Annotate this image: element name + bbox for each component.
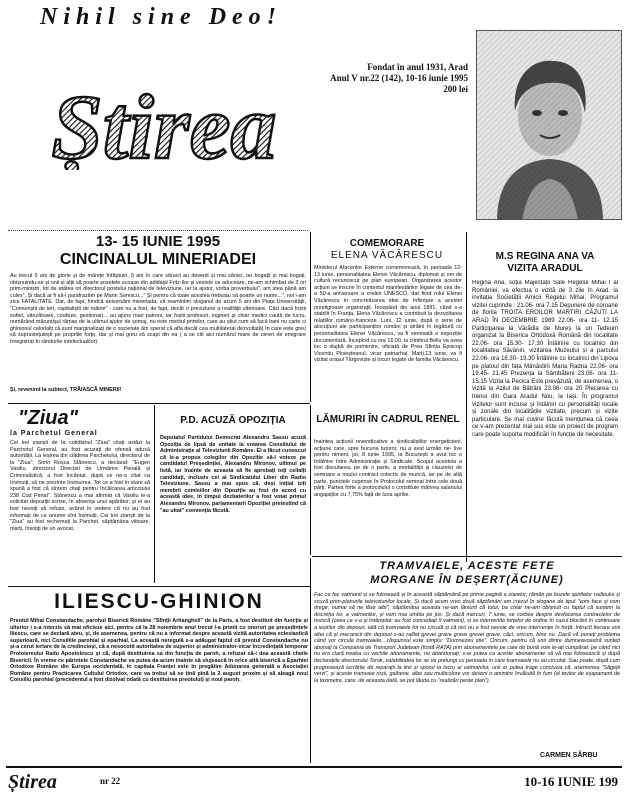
portrait-photo	[476, 30, 622, 220]
footer-rule	[6, 766, 622, 768]
footer-page: nr 22	[100, 776, 121, 786]
divider	[8, 230, 308, 231]
commemoration-title: COMEMORARE	[349, 238, 425, 249]
royal-title-2: VIZITA ARADUL	[507, 263, 583, 274]
column-divider	[310, 232, 311, 402]
divider	[8, 586, 310, 587]
column-divider	[310, 405, 311, 555]
renel-body: Înaintea acțiunii revendicative a sindicaliștilor energeticieni, acțiune care, spre bucuria tuturor, nu a avut urmări ne- live pentru nimeni, joi, 8 iunie 1995, la București a avut loc o întâlnire între Administrație și Sindicate. Scopul acesteia a fost discutarea, pe de o parte, a modalității și clauzelor de semnare a noului contract colectiv de muncă, iar pe de altă parte, punctele cuprinse în Protocolul semnat între cele două părți. Partea forte a protocolului o constituie mărirea salariului angajaților cu 7,75% față de luna aprilie.	[314, 439, 462, 498]
masthead-text: Știrea	[51, 80, 277, 170]
ziua-body: Cei trei ziariști de la cotidianul "Ziua" citați astăzi la Parchetul General, au fost acuzați de ofensă adusă autorității. La ieșirea din clădirea Parchetului, directorul de la "Ziua", Sorin Roșca Stănescu, a declarat: "Eugen Vasiliu, directorul Direcției de Urmărire Penală și Criminalistică, a fost încântat, după ce ne-a citat ca învinuiți, să ne prezinte învinuirea. Tot ce a fost în stare să spună a fost că sîntem citați pentru încălcarea articolului 238 Cod Penal". Stănescu a mai afirmat că Vasiliu le-a solicitat depoziții scrise, în absența unui apărător, și ei au fost nevoiți să refuze, având în vedere că nu au fost informați de ce anume sînt învinuiți. Cei trei ziariști de la "Ziua" au fost rechemați la Parchet, săptămâna viitoare, marți, însoțiți de un avocat.	[10, 440, 150, 532]
tram-title-1: TRAMVAIELE, ACESTE FETE	[379, 560, 555, 572]
tram-title-2: MORGANE ÎN DEȘERT(ĂCIUNE)	[370, 574, 564, 586]
lead-body: Au trecut 5 ani de glorie și de mărețe înfăptuiri, 5 ani în care săracii au devenit și mai săraci, iar bogații și mai bogați, obișnuindu-se și unii și alții să poarte șosetele scoase din adidașii Fritz-ilor și vestele ce aduceare, ne-am schimbat de 3 ori prim-miniștri, tot de atâtea ori directorul postului național de televiziune, iar la ajutor, vorba proverbului", am stea până am cules". Și dacă ar fi să-l parafrazăm pe Marin Sorescu..." Și pentru că toate acestea trebuiau să poarte un nume...", noi i-am zice FATALITATE. Dar, de fapt, fiindcă aniversăm mineriada, vă reamintim sloganul de acum 5 ani din Piața Universității, "Comuniștii de ieri, capitaliștii de mâine" - care nu a fost, de fapt, decât o previziune a realității ulterioare. Căci dacă foștii soferi, vânzătoare, coafeze, gestionari... au ajuns mari patroni, iar foștii profesori, ingineri și chiar medici caută de lucru, numărând mărunțișul rămas de la ultimul ajutor de șomaj, nu este meritul primilor, care au știut cum să facă bani nu carte ci ghinionul celorlalți că sunt marginalizați de o societate ăm sperat că afla decât cea multilateral dezvoltată) în care este greu să supraviețuiești pe propriile forțe, dar și mai greu să scapi din ea ( a se citi aici numărul mare de cereri de emigrare înregistrat în rândurile intelectualilor).	[10, 273, 306, 345]
iliescu-body: Preotul Mihai Constandache, parohul Bisericii Române "Sfinții Arhangheli" de la Paris, a fost destituit din funcție și ulterior i s-a interzis să mai oficieze aici, pentru că la 28 noiembrie anul trecut l-a primit cu onoruri pe președintele Iliescu, care se declară ateu, și, de asemenea, pentru că nu a informat despre această vizită autoritatea eclesiastică superioară, nici Consiliile parohial și eparhial. La această neregulă s-a adăugat faptul că preotul Constandache nu și-a cerut iertare de la credincioși, că a nesocotit autoritatea de superior și administrator-vicar încredințată temporar Protoiereului Radu Apostolescu și că, după destituirea sa din funcția de paroh, a refuzat să-i dea această cheile Bisericii. În vreme ce părintele Constandache va putea da acum înainte să slujească în orice altă biserică a Eparhiei Ortodoxe Române din Europa occidentală, în capitala Franței este în pregătire Adunarea generală a Asociației Române pentru Practicarea Cultului Ortodox, care va trebui să se țină pînă la 2 august proxim și să aleagă noul Consiliu parohial (precedentul a fost dizolvat odată cu destituirea preotului) și noul paroh.	[10, 618, 308, 684]
column-divider	[466, 232, 467, 562]
masthead-logo	[14, 80, 314, 170]
founded-line: Fondat în anul 1931, Arad	[367, 62, 468, 72]
pd-title: P.D. ACUZĂ OPOZIȚIA	[180, 415, 286, 426]
lead-date: 13- 15 IUNIE 1995	[95, 233, 221, 250]
pd-body: Deputatul Partidului Democrat Alexandru Sassu acuză Opoziția de lipsă de unitate la votarea Consiliului de Administrație al Televiziunii Române. El a făcut cunoscut că le-a propus colegilor din Opoziție să-l voteze pe candidatul Președinției, Alexandru Mironov, ultimul pe listă, iar înainte de aceasta să fie aprobați toți ceilalți candidați, inclusiv cei ai Sindicatului Liber din Radio Televiziune. Sassu a mai spus că, deși inițial toți membrii comisiilor din Opoziție au fost de acord cu această idee, în timpul dezbaterilor a fost votat primul Alexandru Mironov, parlamentarii Opoziției pretextînd că "au uitat" convenția făcută.	[160, 435, 306, 514]
footer-date: 10-16 IUNIE 199	[524, 774, 618, 789]
issue-line: Anul V nr.22 (142), 10-16 iunie 1995	[330, 73, 468, 83]
renel-title: LĂMURIRI ÎN CADRUL RENEL	[316, 414, 460, 425]
lead-title: CINCINALUL MINERIADEI	[59, 251, 257, 268]
commemoration-body: Ministerul Afacerilor Externe comemorează, în perioada 12-13 iunie, personalitatea Elenei Văcărescu, diplomat și om de cultură recunoscut pe plan european. Organizarea acestor acțiuni se înscrie în contextul manifestărilor legate de cea de-a 50-a aniversare a creării UNESCO, dat fiind rolul Elenei Văcărescu în concretizarea ideii de înființare a acestei prestigioase organizații. Începând din anul 1891, când s-a stabilit în Franța, Elena Văcărescu a contribuit la dezvoltarea relațiilor româno-franceze. Luni, 12 iunie, după o serie de alocuțiuni ale participanților români și străini în legătură cu personalitatea Elenei Văcărescu, va fi vernisată o expoziție documentară. Începînd cu ora 16.00, la cimitirul Bellu va avea loc o slujbă de pomenire, oficiată de Prea Sfinția Episcop Vicentiu Ploieșteanul, vicar patriarhal. Marți,13 iunie, va fi vizitat orașul Târgoviște și locuri legate de familia Văcărescu.	[314, 265, 462, 364]
queen-portrait-illustration	[477, 31, 622, 220]
royal-body: Regina Ana, soția Majestății Sale Regelui Mihai I al României, va efectua o vizită de 3 zile în Arad, la invitația Societății Amicii Regelui Mihai. Programul vizitei cuprinde : 21.06- ora 7.15 Depunere de coroane de florila TROITA EROILOR MARTIRI CĂZUTI LA ARAD ÎN DECEMBRIE 1989 22.06- ora 11- 12.15 Participarea la Vărădia de Mureș la un Tedeum organizat la Biserica Ortodoxă Română din localitate 22.06- ora 15.30- 17.30 Întâlnire cu localnici din localitatea Săvânin, vizitarea Muzeului și a parcului 22.06- ora 18.30- 19.30 Întâlnire cu localnici din Lipova pe platoul din fața Mânăstirii Maria Radna 22.06- ora 19.45- 21.45 Prezența la Sâmbăteni 23.06- ora 11- 15.15 Vizita la Pecica Este prevăzută, de asemenea, o vizită la Azilul de Bătrâni 23.06- ora 20 Plecarea cu trenul din Gara Aradul Nou, la Iași. În programul vizitelor sunt incluse și întâlniri cu personalități locale și zonale din localitățile vizitate, precum și vizite particulare. Se mai cuvine făcută mențiunea că ceea ce v-am prezentat mai sus este un proiect de program care poate suporta modificări în funcție de necesitate.	[472, 280, 618, 438]
column-divider	[154, 405, 155, 583]
founding-info	[318, 62, 468, 95]
tram-body: Fac ce fac vatmanii și se folosează și în această săptămână pe prima pagină a ziarelor, rămân pe buzele spiritelor radioului și scuză prim-planurile televiziunilor locale. Și dacă acum vreo două săptămâni am crezut în slogane de tipul "vom face și vom drege, numai să ne lăse aibi", săptămâna aceasta ne-am lămurit că totul, ba chiar ne-am obișnuit cu faptul că suntem la discreția lor, a vatmanilor, și vom mai umbla pe jos. Și dacă mercuri, 7 iunie, se vorbea despre desfacerea contractelor de muncă (ceea ce s-a și întâmplat: au fost concediați 9 vatmani), și se interventia forțelor de ordine în cazul blocării în continuare a ieșirilor din depouri, iată că tramvaiele tot nu circulă și că nici nu e fost nevoie de vreo intervenție în forță. Intrucît fiecare unii altei că și mecanicii din depouri s-au ralliat grevei grave grave grevei grave, căci, oricum, bine nu. Dacă vă puneți problema când vor circula tramvaiele,...răspunsul este simplu: "Dumnezeu știe". Oricum, pentru că unii dintre dumneavoastră sunteți abonați la Compania de Transport Județean (fostă RATA) prin abonamentele pe care de bună voie le-ați cumpărat, pe când nici nu era clară treaba cu vechile abonamente, nu abandonați; s-ar putea ca aceste abonamente să vă mai folosească și după declarațiile directorului Torok, valabilitatea lor se va prelungi cu perioada în care tramvaiele nu au circulat. Sau poate, după cum progresează lucrările de reparații la linii și sporul la lucru al vatmanilor, unii ar putea trage concluzia că, asemenea "Săgeții verzi", și aceste tramvaie roșii, galbene, albe sau multicolore vor deveni o amintire învăluită în fum (al teviior de eșapament de la taximetre, care, de aceasta dată, se pot lăuda cu "realizări peste plan").	[314, 592, 620, 684]
royal-title-1: M.S REGINA ANA VA	[495, 251, 595, 262]
masthead-graphic	[14, 80, 314, 170]
iliescu-title: ILIESCU-GHINION	[54, 590, 264, 613]
ziua-subtitle: la Parchetul General	[10, 430, 98, 437]
commemoration-subtitle: ELENA VĂCĂRESCU	[330, 250, 444, 261]
motto: Nihil sine Deo!	[40, 4, 283, 30]
price-line: 200 lei	[443, 84, 468, 94]
divider	[8, 403, 310, 404]
tram-author: CARMEN SÂRBU	[540, 752, 598, 759]
footer-logo	[6, 770, 66, 792]
footer-logo-text: Știrea	[8, 771, 57, 792]
column-divider	[310, 558, 311, 763]
divider	[312, 556, 622, 557]
lead-closing: Și, revenind la subiect, TRĂIASCĂ MINERII!	[10, 387, 122, 393]
ziua-title: "Ziua"	[18, 407, 79, 429]
